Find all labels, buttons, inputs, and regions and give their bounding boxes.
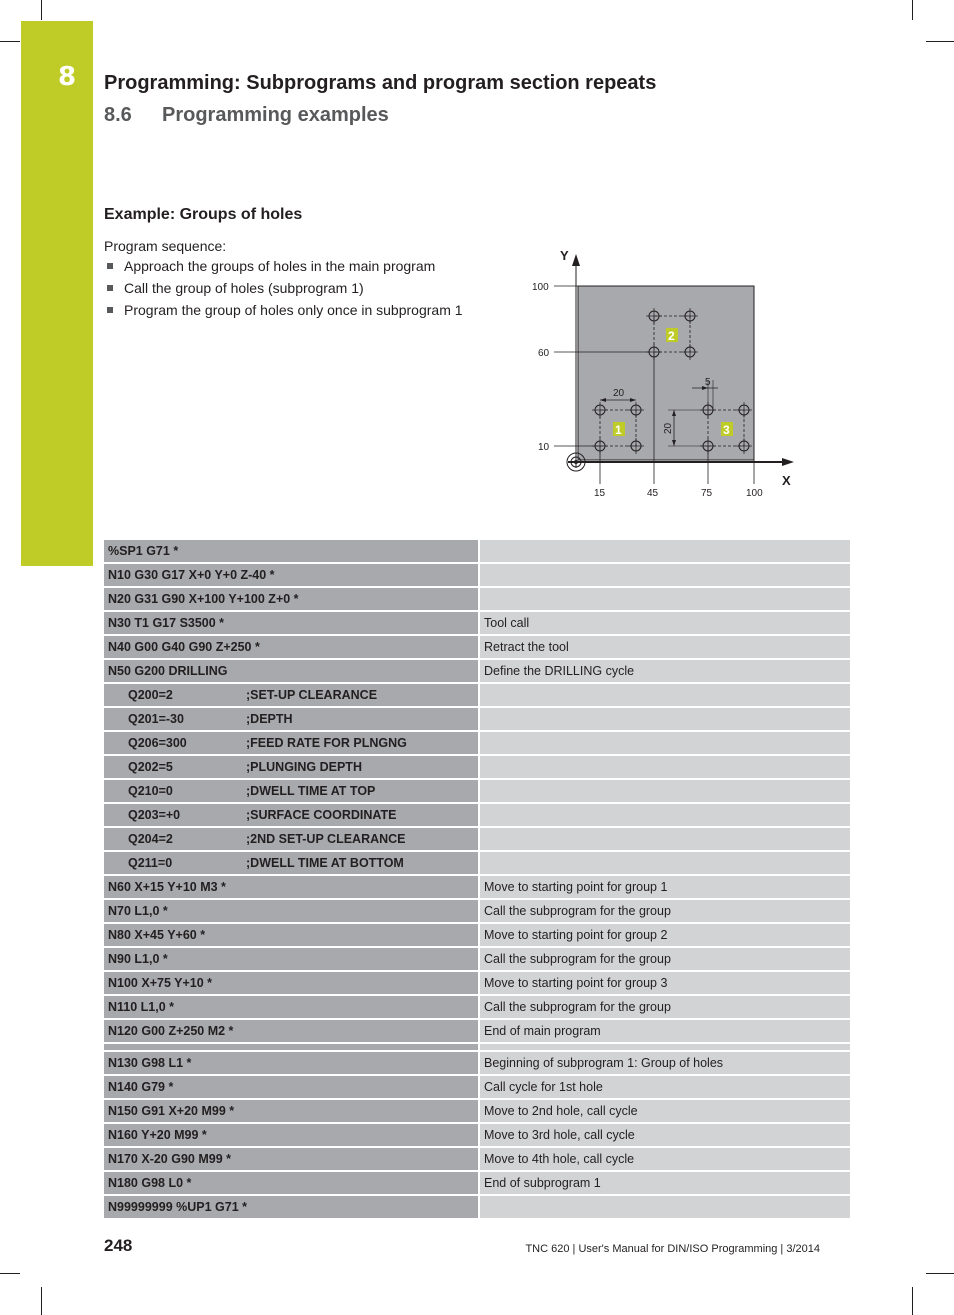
crop-mark	[41, 1287, 42, 1315]
x-tick-label: 15	[594, 488, 606, 499]
table-row	[104, 1147, 850, 1171]
table-row	[104, 611, 850, 635]
param-cell	[104, 731, 479, 755]
table-row	[104, 995, 850, 1019]
param-name: Q211=0	[128, 856, 173, 870]
spacer-cell	[479, 1043, 850, 1051]
x-axis-label: X	[782, 473, 791, 488]
code-cell: N99999999 %UP1 G71 *	[104, 1195, 479, 1219]
param-comment: ;DEPTH	[246, 712, 293, 726]
crop-mark	[912, 0, 913, 20]
comment-cell	[479, 563, 850, 587]
param-name: Q206=300	[128, 736, 187, 750]
param-comment: ;SET-UP CLEARANCE	[246, 688, 378, 702]
code-cell: N180 G98 L0 *	[104, 1171, 479, 1195]
crop-mark	[926, 41, 954, 42]
table-row	[104, 659, 850, 683]
chapter-tab	[21, 21, 93, 566]
param-cell	[104, 779, 479, 803]
param-comment: ;DWELL TIME AT TOP	[246, 784, 376, 798]
list-item	[104, 258, 474, 274]
comment-cell: Call cycle for 1st hole	[479, 1075, 850, 1099]
table-row	[104, 755, 850, 779]
code-cell: N20 G31 G90 X+100 Y+100 Z+0 *	[104, 587, 479, 611]
comment-cell	[479, 683, 850, 707]
comment-cell: Tool call	[479, 611, 850, 635]
code-cell: N50 G200 DRILLING	[104, 659, 479, 683]
dimension-label: 20	[663, 422, 674, 434]
comment-cell: Move to starting point for group 3	[479, 971, 850, 995]
comment-cell: Move to 4th hole, call cycle	[479, 1147, 850, 1171]
group-label: 2	[668, 329, 675, 343]
param-comment: ;DWELL TIME AT BOTTOM	[246, 856, 404, 870]
nc-program-table	[104, 540, 850, 1220]
bullet-icon	[107, 285, 113, 291]
table-row	[104, 1051, 850, 1075]
table-row	[104, 1195, 850, 1219]
code-cell: N30 T1 G17 S3500 *	[104, 611, 479, 635]
code-cell: N140 G79 *	[104, 1075, 479, 1099]
param-comment: ;SURFACE COORDINATE	[246, 808, 397, 822]
table-row	[104, 851, 850, 875]
code-cell: N80 X+45 Y+60 *	[104, 923, 479, 947]
page-number: 248	[104, 1236, 133, 1255]
comment-cell: Beginning of subprogram 1: Group of holes	[479, 1051, 850, 1075]
x-tick-label: 100	[746, 488, 763, 499]
param-name: Q200=2	[128, 688, 173, 702]
table-row	[104, 899, 850, 923]
table-row	[104, 947, 850, 971]
bullet-text: Program the group of holes only once in subprogram 1	[124, 302, 463, 318]
table-row	[104, 875, 850, 899]
workpiece-drawing	[520, 240, 800, 500]
table-row	[104, 827, 850, 851]
intro-text: Program sequence:	[104, 238, 227, 254]
param-cell	[104, 683, 479, 707]
table-row	[104, 1099, 850, 1123]
footer-text: TNC 620 | User's Manual for DIN/ISO Programming | 3/2014	[525, 1243, 820, 1255]
crop-mark	[912, 1287, 913, 1315]
x-tick-label: 75	[701, 488, 713, 499]
param-cell	[104, 803, 479, 827]
code-cell: N110 L1,0 *	[104, 995, 479, 1019]
table-row	[104, 731, 850, 755]
group-label: 3	[723, 423, 730, 437]
y-axis-arrow	[572, 254, 580, 266]
param-name: Q202=5	[128, 760, 173, 774]
table-spacer-row	[104, 1043, 850, 1051]
x-axis-arrow	[782, 458, 794, 466]
code-cell: N40 G00 G40 G90 Z+250 *	[104, 635, 479, 659]
code-cell: N60 X+15 Y+10 M3 *	[104, 875, 479, 899]
code-cell: N100 X+75 Y+10 *	[104, 971, 479, 995]
comment-cell	[479, 827, 850, 851]
list-item	[104, 302, 474, 318]
comment-cell: Call the subprogram for the group	[479, 899, 850, 923]
y-tick-label: 100	[532, 282, 549, 293]
param-cell	[104, 827, 479, 851]
table-row	[104, 1019, 850, 1043]
crop-mark	[0, 1273, 20, 1274]
bullet-list	[104, 258, 474, 324]
x-tick-label: 45	[647, 488, 659, 499]
comment-cell	[479, 755, 850, 779]
param-comment: ;FEED RATE FOR PLNGNG	[246, 736, 407, 750]
table-row	[104, 540, 850, 563]
comment-cell	[479, 779, 850, 803]
comment-cell	[479, 731, 850, 755]
section-number: 8.6	[104, 104, 132, 126]
comment-cell	[479, 587, 850, 611]
comment-cell: End of subprogram 1	[479, 1171, 850, 1195]
y-axis-label: Y	[560, 248, 569, 263]
comment-cell: Call the subprogram for the group	[479, 947, 850, 971]
group-label: 1	[615, 423, 622, 437]
table-row	[104, 563, 850, 587]
code-cell: N160 Y+20 M99 *	[104, 1123, 479, 1147]
comment-cell	[479, 803, 850, 827]
crop-mark	[41, 0, 42, 20]
bullet-icon	[107, 263, 113, 269]
crop-mark	[0, 41, 20, 42]
param-comment: ;2ND SET-UP CLEARANCE	[246, 832, 406, 846]
code-cell: N90 L1,0 *	[104, 947, 479, 971]
spacer-cell	[104, 1043, 479, 1051]
comment-cell: Move to starting point for group 2	[479, 923, 850, 947]
param-cell	[104, 851, 479, 875]
comment-cell	[479, 1195, 850, 1219]
table-row	[104, 779, 850, 803]
table-row	[104, 1075, 850, 1099]
comment-cell: Move to starting point for group 1	[479, 875, 850, 899]
param-name: Q203=+0	[128, 808, 181, 822]
code-cell: %SP1 G71 *	[104, 540, 479, 563]
list-item	[104, 280, 474, 296]
param-name: Q201=-30	[128, 712, 184, 726]
comment-cell: Define the DRILLING cycle	[479, 659, 850, 683]
comment-cell: Call the subprogram for the group	[479, 995, 850, 1019]
table-row	[104, 1123, 850, 1147]
bullet-text: Call the group of holes (subprogram 1)	[124, 280, 364, 296]
param-name: Q204=2	[128, 832, 173, 846]
comment-cell: Retract the tool	[479, 635, 850, 659]
code-cell: N120 G00 Z+250 M2 *	[104, 1019, 479, 1043]
bullet-text: Approach the groups of holes in the main program	[124, 258, 436, 274]
param-comment: ;PLUNGING DEPTH	[246, 760, 362, 774]
code-cell: N150 G91 X+20 M99 *	[104, 1099, 479, 1123]
table-row	[104, 587, 850, 611]
comment-cell: End of main program	[479, 1019, 850, 1043]
comment-cell	[479, 540, 850, 563]
section-title: Programming examples	[162, 104, 389, 126]
crop-mark	[926, 1273, 954, 1274]
y-tick-label: 60	[538, 348, 550, 359]
table-row	[104, 707, 850, 731]
param-cell	[104, 707, 479, 731]
chapter-title: Programming: Subprograms and program section repeats	[104, 72, 657, 94]
table-row	[104, 683, 850, 707]
bullet-icon	[107, 307, 113, 313]
chapter-number: 8	[58, 62, 77, 92]
dimension-label: 5	[705, 377, 711, 388]
comment-cell: Move to 2nd hole, call cycle	[479, 1099, 850, 1123]
example-title: Example: Groups of holes	[104, 206, 303, 223]
param-name: Q210=0	[128, 784, 173, 798]
table-row	[104, 971, 850, 995]
param-cell	[104, 755, 479, 779]
table-row	[104, 635, 850, 659]
table-row	[104, 1171, 850, 1195]
y-tick-label: 10	[538, 442, 550, 453]
table-row	[104, 923, 850, 947]
comment-cell: Move to 3rd hole, call cycle	[479, 1123, 850, 1147]
code-cell: N70 L1,0 *	[104, 899, 479, 923]
origin-symbol	[574, 460, 578, 464]
code-cell: N130 G98 L1 *	[104, 1051, 479, 1075]
table-row	[104, 803, 850, 827]
dimension-label: 20	[613, 388, 625, 399]
code-cell: N170 X-20 G90 M99 *	[104, 1147, 479, 1171]
code-cell: N10 G30 G17 X+0 Y+0 Z-40 *	[104, 563, 479, 587]
comment-cell	[479, 707, 850, 731]
comment-cell	[479, 851, 850, 875]
